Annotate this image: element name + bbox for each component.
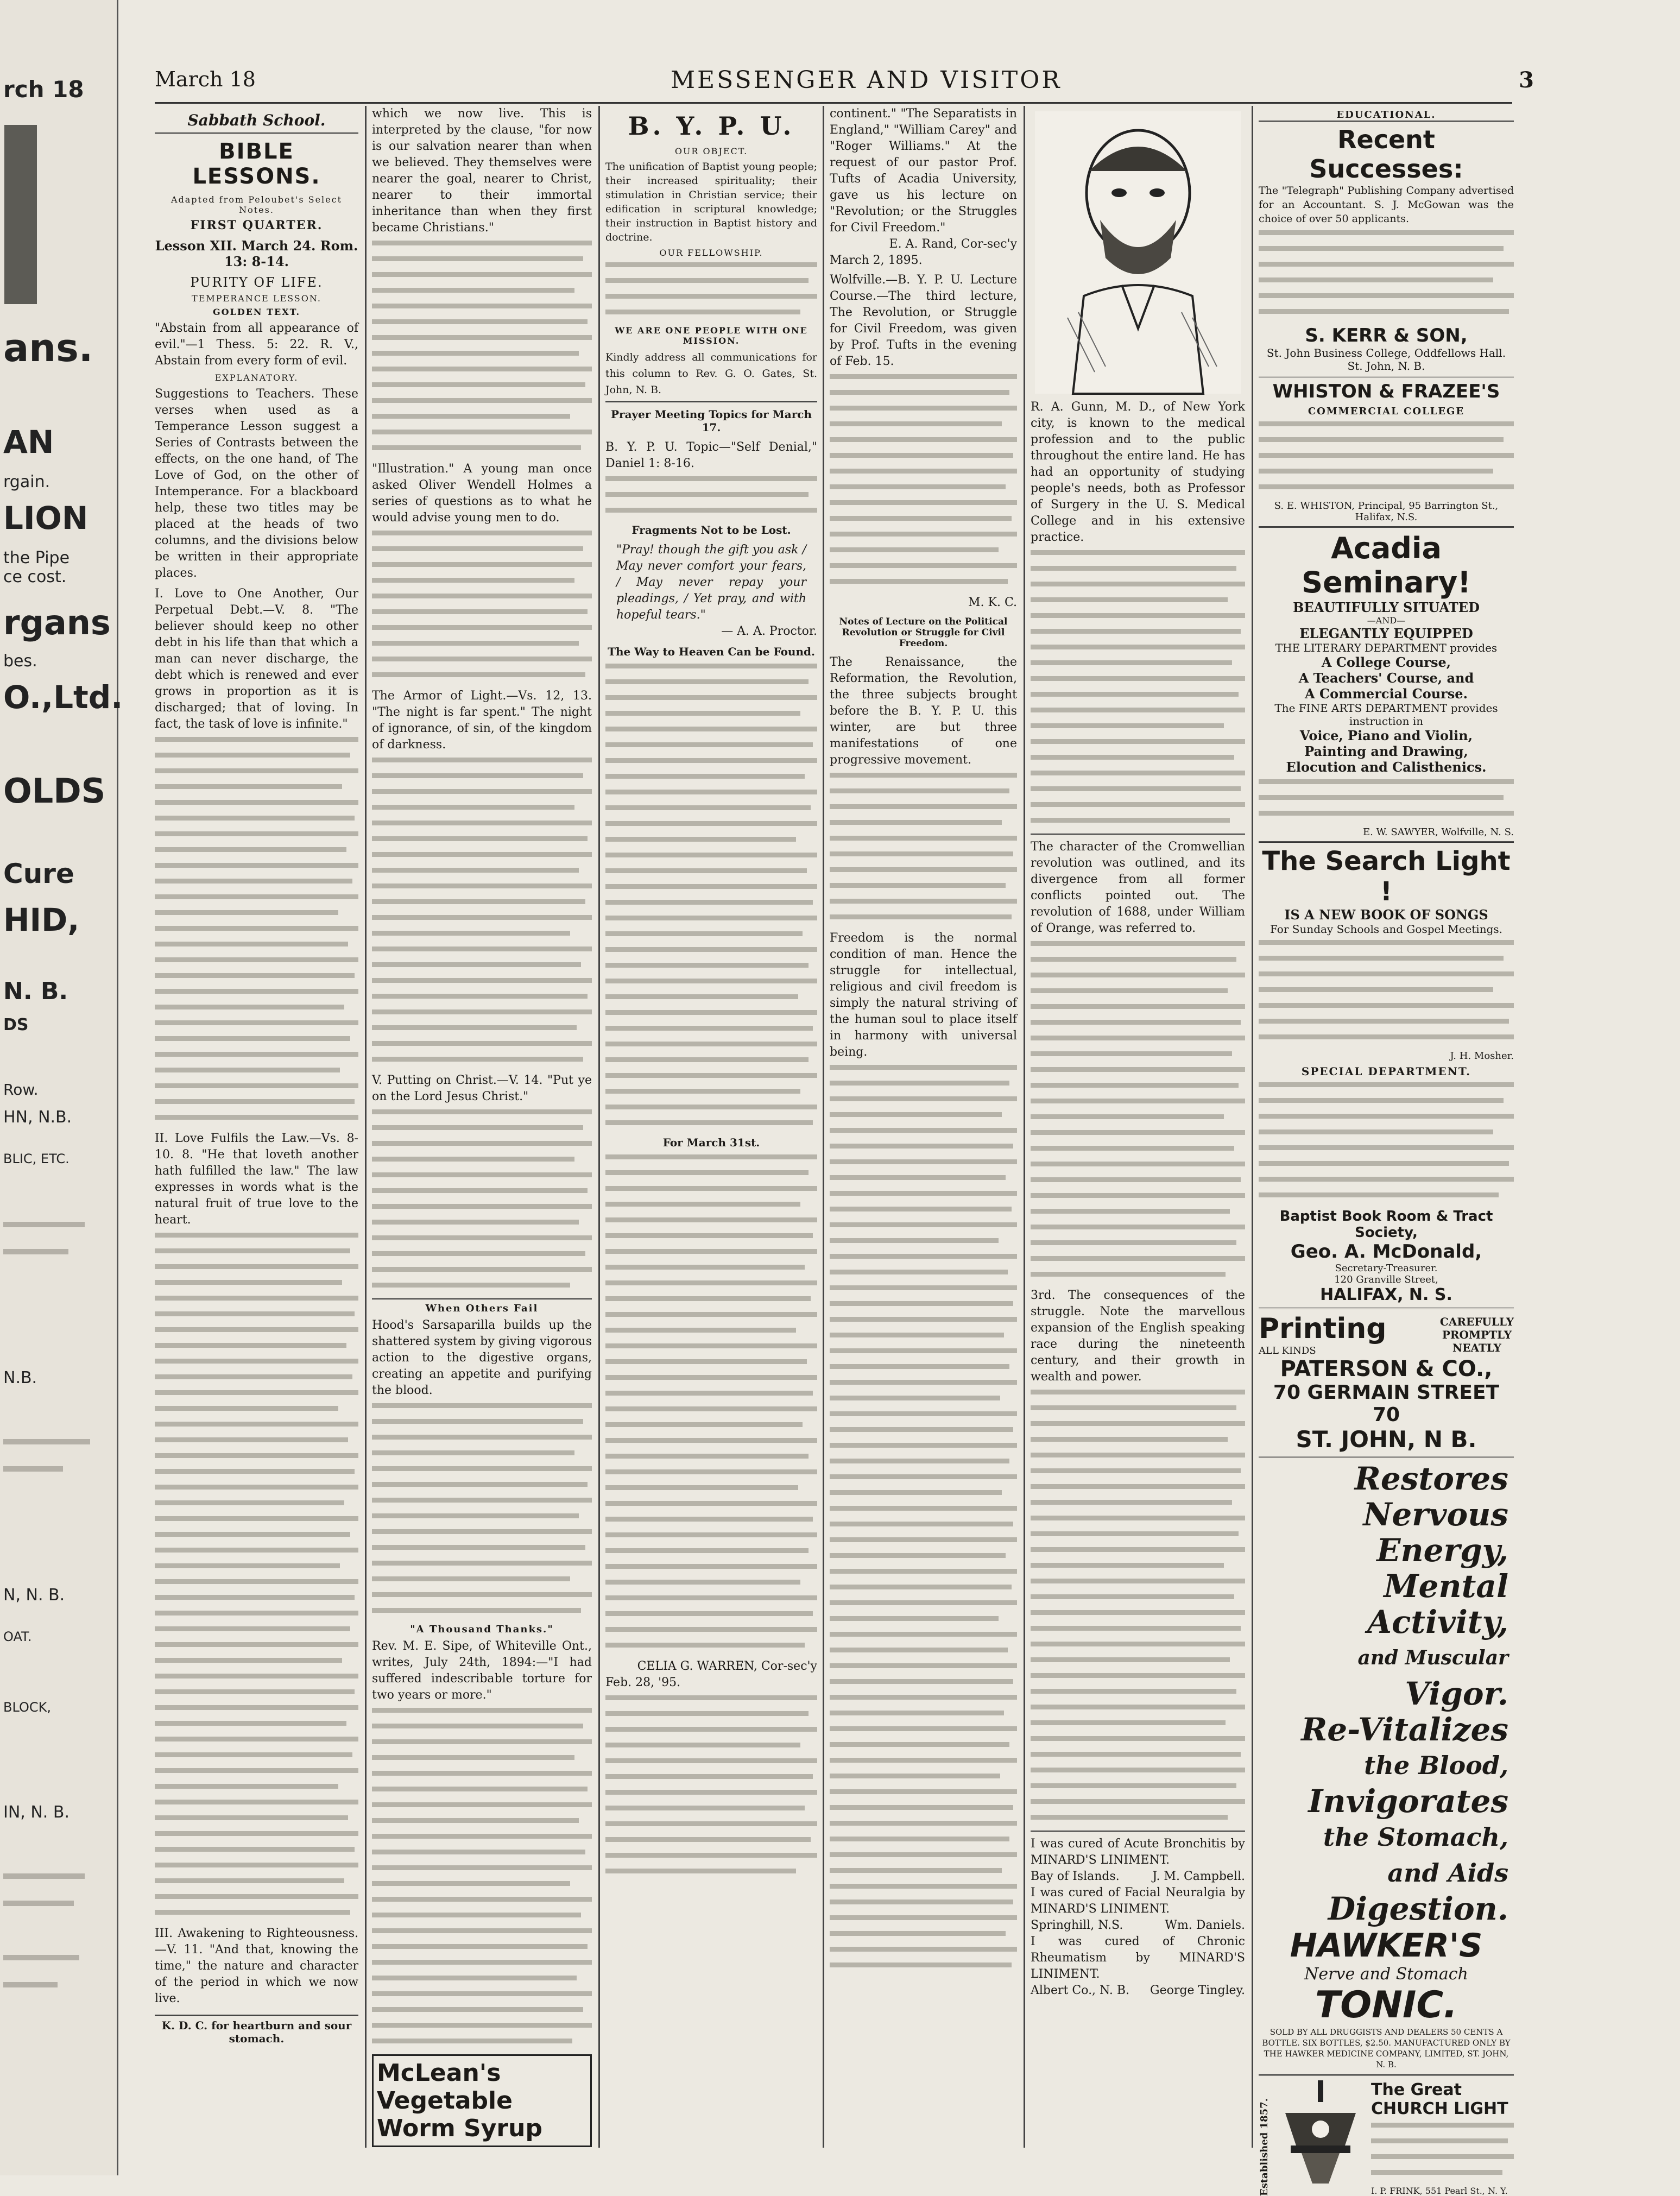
mcleans-ad-line: McLean's (377, 2059, 501, 2087)
recent-successes-title: Recent Successes: (1309, 125, 1463, 184)
thanks-text: Rev. M. E. Sipe, of Whiteville Ont., writes, July 24th, 1894:—"I had suffered indescribable torture for two years or more." (372, 1639, 592, 1702)
lesson-paragraph: II. Love Fulfils the Law.—Vs. 8-10. 8. "He that loveth another hath fulfilled the law." The law expresses in words what is the natural fruit of true love to the heart. (155, 1132, 358, 1227)
lecture-paragraph: Freedom is the normal condition of man. Hence the struggle for intellectual, religious and civil freedom is simply the natural striving of the human soul to place itself in harmony with universal being. (830, 931, 1017, 1059)
strip-word: rch 18 (3, 76, 84, 103)
march-31-heading: For March 31st. (662, 1136, 760, 1149)
notes-heading: Notes of Lecture on the Political Revolution or Struggle for Civil Freedom. (839, 616, 1008, 649)
column-rule (365, 106, 367, 2148)
frink-address: I. P. FRINK, 551 Pearl St., N. Y. (1371, 2186, 1508, 2196)
wolfville-paragraph: Wolfville.—B. Y. P. U. Lecture Course.—The third lecture, The Revolution, or Struggle for Civil Freedom, was given by Prof. Tufts in the evening of Feb. 15. (830, 273, 1017, 368)
signature: CELIA G. WARREN, Cor-sec'y (637, 1659, 817, 1673)
address-note: Kindly address all communications for this column to Rev. G. O. Gates, St. John, N. B. (605, 349, 817, 402)
search-light-subtitle: IS A NEW BOOK OF SONGS (1284, 907, 1488, 923)
secretary-label: Secretary-Treasurer. (1335, 1263, 1438, 1274)
neatly-label: NEATLY (1452, 1341, 1501, 1354)
painting-drawing: Painting and Drawing, (1304, 743, 1468, 759)
paterson-name: PATERSON & CO., (1280, 1356, 1493, 1381)
teachers-course: A Teachers' Course, and (1298, 670, 1474, 686)
mosher-signature: J. H. Mosher. (1450, 1050, 1514, 1062)
column-rule (598, 106, 600, 2148)
tonic-line: Activity, (1367, 1604, 1508, 1640)
printing-title: Printing (1259, 1312, 1387, 1345)
tonic-line: Vigor. (1405, 1675, 1508, 1712)
column-rule (1024, 106, 1025, 2148)
nerve-stomach: Nerve and Stomach (1304, 1965, 1468, 1984)
testimonial: I was cured of Chronic Rheumatism by MINARD'S LINIMENT. (1031, 1935, 1245, 1981)
testimonial-place: Springhill, N.S. (1031, 1919, 1123, 1932)
column-rule (1252, 106, 1253, 2148)
church-light-ad (1259, 2080, 1514, 2196)
lesson-paragraph: which we now live. This is interpreted by the clause, "for now is our salvation nearer than when we believed. They themselves were nearer the goal, nearer to Christ, nearer to their immortal inheritance than when they first became Christians." (372, 107, 592, 235)
lesson-title: PURITY OF LIFE. (190, 275, 323, 290)
lesson-reference: Lesson XII. March 24. Rom. 13: 8-14. (155, 238, 358, 269)
armor-paragraph: The Armor of Light.—Vs. 12, 13. "The night is far spent." The night of ignorance, of sin, of the kingdom of darkness. (372, 689, 592, 752)
strip-word: HN, N.B. (3, 1108, 72, 1127)
signature: M. K. C. (968, 596, 1017, 609)
column-advertisements (1259, 106, 1514, 2196)
header-date: March 18 (155, 67, 256, 91)
testimonial-place: Albert Co., N. B. (1031, 1984, 1130, 1997)
tonic-line: and Muscular (1357, 1646, 1508, 1669)
column-rule (823, 106, 824, 2148)
elocution-calisthenics: Elocution and Calisthenics. (1286, 759, 1487, 775)
strip-word: AN (3, 424, 54, 460)
object-text: The unification of Baptist young people; their increased spirituality; their stimulation in Christian service; their edification in scriptural knowledge; their instruction in Baptist history and doctrine. (605, 161, 817, 243)
strip-word: rgain. (3, 472, 50, 491)
granville-address: 120 Granville Street, (1334, 1274, 1438, 1285)
strip-word: rgans (3, 603, 111, 642)
lecture-paragraph: The Renaissance, the Reformation, the Revolution, the three subjects brought before the B. Y. P. U. this winter, are but three manifestations of one progressive movement. (830, 655, 1017, 767)
lecture-paragraph: continent." "The Separatists in England," "William Carey" and "Roger Williams." At the request of our pastor Prof. Tufts of Acadia University, gave us his lecture on "Revolution; or the Struggles for Civil Freedom." (830, 107, 1017, 235)
tonic-line: Mental (1384, 1568, 1508, 1605)
golden-text: "Abstain from all appearance of evil."—1 Thess. 5: 22. R. V., Abstain from every form of evil. (155, 321, 358, 368)
carefully-label: CAREFULLY (1439, 1315, 1514, 1328)
church-lamp-icon (1274, 2080, 1367, 2189)
strip-word: N. B. (3, 977, 68, 1005)
church-light-title: The Great CHURCH LIGHT (1371, 2080, 1508, 2118)
prayer-topics-heading: Prayer Meeting Topics for March 17. (611, 408, 812, 434)
special-department: SPECIAL DEPARTMENT. (1301, 1065, 1471, 1078)
when-others-fail-heading: When Others Fail (372, 1298, 592, 1314)
search-light-subtitle-2: For Sunday Schools and Gospel Meetings. (1270, 923, 1502, 936)
column-sabbath-school (155, 106, 358, 2148)
all-kinds: ALL KINDS (1259, 1345, 1316, 1356)
signature-date: Feb. 28, '95. (605, 1676, 681, 1689)
strip-word: LION (3, 500, 89, 537)
poem-author: — A. A. Proctor. (721, 624, 817, 638)
testimonial-signature: J. M. Campbell. (1152, 1870, 1245, 1883)
column-lessons-continued (372, 106, 592, 2148)
tonic-line: Digestion. (1328, 1890, 1508, 1927)
commercial-college-label: COMMERCIAL COLLEGE (1308, 406, 1465, 417)
adapted-note: Adapted from Peloubet's Select Notes. (170, 194, 343, 215)
strip-word: IN, N. B. (3, 1803, 70, 1822)
strip-word: O.,Ltd. (3, 679, 123, 716)
commercial-course: A Commercial Course. (1305, 686, 1468, 702)
teacher-suggestions: Suggestions to Teachers. These verses when used as a Temperance Lesson suggest a Series of Contrasts between the effects, on the one hand, of The Love of God, on the other of Intemperance. For a blackboard help, these two titles may be placed at the heads of two columns, and the divisions below be written in their appropriate places. (155, 387, 358, 580)
column-medical (1031, 106, 1245, 2148)
signature: E. A. Rand, Cor-sec'y (889, 237, 1017, 251)
masthead-title: MESSENGER AND VISITOR (671, 66, 1062, 94)
lesson-paragraph: I. Love to One Another, Our Perpetual Debt.—V. 8. "The believer should keep no other debt in his life than that which a man can never discharge, the debt which is renewed and ever grows in proportion as it is discharged; that of loving. In fact, the task of love is infinite." (155, 587, 358, 731)
tonic-line: Restores (1354, 1460, 1508, 1497)
previous-page-edge (0, 0, 123, 2175)
kdc-footer-ad: K. D. C. for heartburn and sour stomach. (155, 2015, 358, 2045)
strip-word: BLIC, ETC. (3, 1151, 70, 1166)
strip-word: the Pipe (3, 548, 70, 567)
poem: "Pray! though the gift you ask / May never comfort your fears, / May never repay your pleadings, / Yet pray, and with hopeful tears." (616, 543, 806, 622)
baptist-book-room: Baptist Book Room & Tract Society, (1279, 1208, 1493, 1241)
tonic-line: and Aids (1387, 1858, 1508, 1888)
column-bypu (605, 106, 817, 2148)
whiston-signature: S. E. WHISTON, Principal, 95 Barrington St., Halifax, N.S. (1274, 500, 1499, 523)
germain-street: 70 GERMAIN STREET 70 (1273, 1381, 1500, 1426)
elegantly-equipped: ELEGANTLY EQUIPPED (1299, 626, 1473, 641)
mcleans-ad-line: Vegetable (377, 2087, 513, 2115)
lecture-paragraph: 3rd. The consequences of the struggle. Note the marvellous expansion of the English speaking race during the nineteenth century, and their growth in wealth and power. (1031, 1289, 1245, 1384)
literary-department: THE LITERARY DEPARTMENT provides (1275, 641, 1498, 654)
kerr-address: St. John Business College, Oddfellows Hall. St. John, N. B. (1266, 346, 1506, 373)
portrait-of-doctor (1035, 111, 1241, 394)
golden-text-label: GOLDEN TEXT. (212, 307, 301, 317)
whiston-frazee-name: WHISTON & FRAZEE'S (1272, 381, 1500, 402)
testimonial-place: Bay of Islands. (1031, 1870, 1120, 1883)
beautifully-situated: BEAUTIFULLY SITUATED (1293, 600, 1480, 615)
section-heading: Sabbath School. (155, 111, 358, 134)
recent-successes-text: The "Telegraph" Publishing Company advertised for an Accountant. S. J. McGowan was the choice of over 50 applicants. (1259, 185, 1514, 225)
bypu-title: B. Y. P. U. (628, 111, 795, 141)
search-light-title: The Search Light ! (1262, 846, 1511, 907)
and-separator: —AND— (1367, 615, 1406, 626)
quarter-label: FIRST QUARTER. (190, 218, 323, 232)
strip-word: N.B. (3, 1368, 37, 1387)
promptly-label: PROMPTLY (1442, 1328, 1512, 1341)
portrait-caption: R. A. Gunn, M. D., of New York city, is known to the medical profession and to the public throughout the entire land. He has had an opportunity of studying people's needs, both as Professor of Surgery in the U. S. Medical College and in his extensive practice. (1031, 400, 1245, 544)
object-label: OUR OBJECT. (674, 146, 748, 156)
explanatory-label: EXPLANATORY. (214, 373, 299, 383)
strip-word: bes. (3, 652, 37, 671)
lesson-subtitle: TEMPERANCE LESSON. (192, 293, 321, 304)
strip-word: OLDS (3, 771, 106, 811)
kerr-son-name: S. KERR & SON, (1305, 325, 1468, 346)
mcleans-ad-line: Worm Syrup (377, 2115, 542, 2142)
strip-word: ans. (3, 326, 93, 370)
tonic-line: the Blood, (1364, 1751, 1508, 1780)
strip-word: Row. (3, 1081, 39, 1099)
testimonial-signature: Wm. Daniels. (1165, 1919, 1245, 1932)
column-lecture (830, 106, 1017, 2148)
portrait-engraving (1035, 111, 1241, 394)
fine-arts-department: The FINE ARTS DEPARTMENT provides instruction in (1274, 702, 1498, 728)
signature-date: March 2, 1895. (830, 254, 923, 267)
testimonial: I was cured of Acute Bronchitis by MINARD'S LINIMENT. (1031, 1837, 1245, 1867)
testimonial: I was cured of Facial Neuralgia by MINARD'S LINIMENT. (1031, 1886, 1245, 1916)
tonic-line: Nervous (1363, 1496, 1508, 1533)
educational-label: EDUCATIONAL. (1259, 109, 1514, 122)
strip-word: N, N. B. (3, 1586, 65, 1605)
way-to-heaven-heading: The Way to Heaven Can be Found. (608, 645, 815, 658)
strip-illustration (4, 125, 37, 304)
page-number: 3 (1519, 67, 1534, 93)
strip-word: DS (3, 1015, 29, 1034)
halifax-label: HALIFAX, N. S. (1320, 1285, 1452, 1304)
established-year: Established 1857. (1259, 2098, 1270, 2196)
mcdonald-name: Geo. A. McDonald, (1290, 1241, 1482, 1263)
hoods-ad-text: Hood's Sarsaparilla builds up the shattered system by giving vigorous action to the digestive organs, creating an appetite and purifying the blood. (372, 1318, 592, 1397)
acadia-seminary-title: Acadia Seminary! (1302, 531, 1471, 600)
printing-ad (1259, 1312, 1514, 1356)
strip-word: BLOCK, (3, 1700, 51, 1715)
fragments-heading: Fragments Not to be Lost. (631, 523, 791, 537)
sold-by-note: SOLD BY ALL DRUGGISTS AND DEALERS 50 CENTS A BOTTLE. SIX BOTTLES, $2.50. MANUFACTURED ONLY BY THE HAWKER MEDICINE COMPANY, LIMITED, ST. JOHN, N. B. (1262, 2027, 1511, 2069)
putting-on-christ-paragraph: V. Putting on Christ.—V. 14. "Put ye on the Lord Jesus Christ." (372, 1074, 592, 1103)
hawkers-name: HAWKER'S (1290, 1927, 1483, 1965)
sawyer-signature: E. W. SAWYER, Wolfville, N. S. (1362, 826, 1514, 838)
thousand-thanks-heading: "A Thousand Thanks." (410, 1624, 554, 1635)
mcleans-ad (372, 2054, 592, 2147)
prayer-topic: B. Y. P. U. Topic—"Self Denial," Daniel 1: 8-16. (605, 440, 817, 470)
illustration-paragraph: "Illustration." A young man once asked Oliver Wendell Holmes a series of questions as to what he would advise young men to do. (372, 462, 592, 525)
testimonial-signature: George Tingley. (1150, 1984, 1245, 1997)
page-header (155, 64, 1534, 104)
tonic-benefits (1259, 1461, 1514, 1927)
lecture-paragraph: The character of the Cromwellian revolution was outlined, and its divergence from all former conflicts pointed out. The revolution of 1688, under William of Orange, was referred to. (1031, 840, 1245, 935)
strip-word: OAT. (3, 1629, 32, 1644)
bible-lessons-title: BIBLE LESSONS. (192, 139, 321, 189)
college-course: A College Course, (1321, 654, 1451, 670)
strip-word: Cure (3, 858, 74, 889)
tonic-title: TONIC. (1315, 1984, 1458, 2027)
tonic-line: Re-Vitalizes (1301, 1711, 1508, 1748)
tonic-line: the Stomach, (1323, 1822, 1508, 1852)
lesson-paragraph: III. Awakening to Righteousness.—V. 11. "And that, knowing the time," the nature and character of the period in which we now live. (155, 1927, 358, 2005)
strip-word: HID, (3, 901, 80, 938)
bypu-motto: WE ARE ONE PEOPLE WITH ONE MISSION. (615, 325, 808, 346)
fellowship-label: OUR FELLOWSHIP. (659, 248, 763, 258)
voice-piano-violin: Voice, Piano and Violin, (1299, 728, 1473, 743)
strip-word: ce cost. (3, 567, 67, 586)
tonic-line: Invigorates (1308, 1783, 1508, 1820)
st-john-label: ST. JOHN, N B. (1296, 1426, 1477, 1453)
tonic-line: Energy, (1376, 1532, 1508, 1569)
